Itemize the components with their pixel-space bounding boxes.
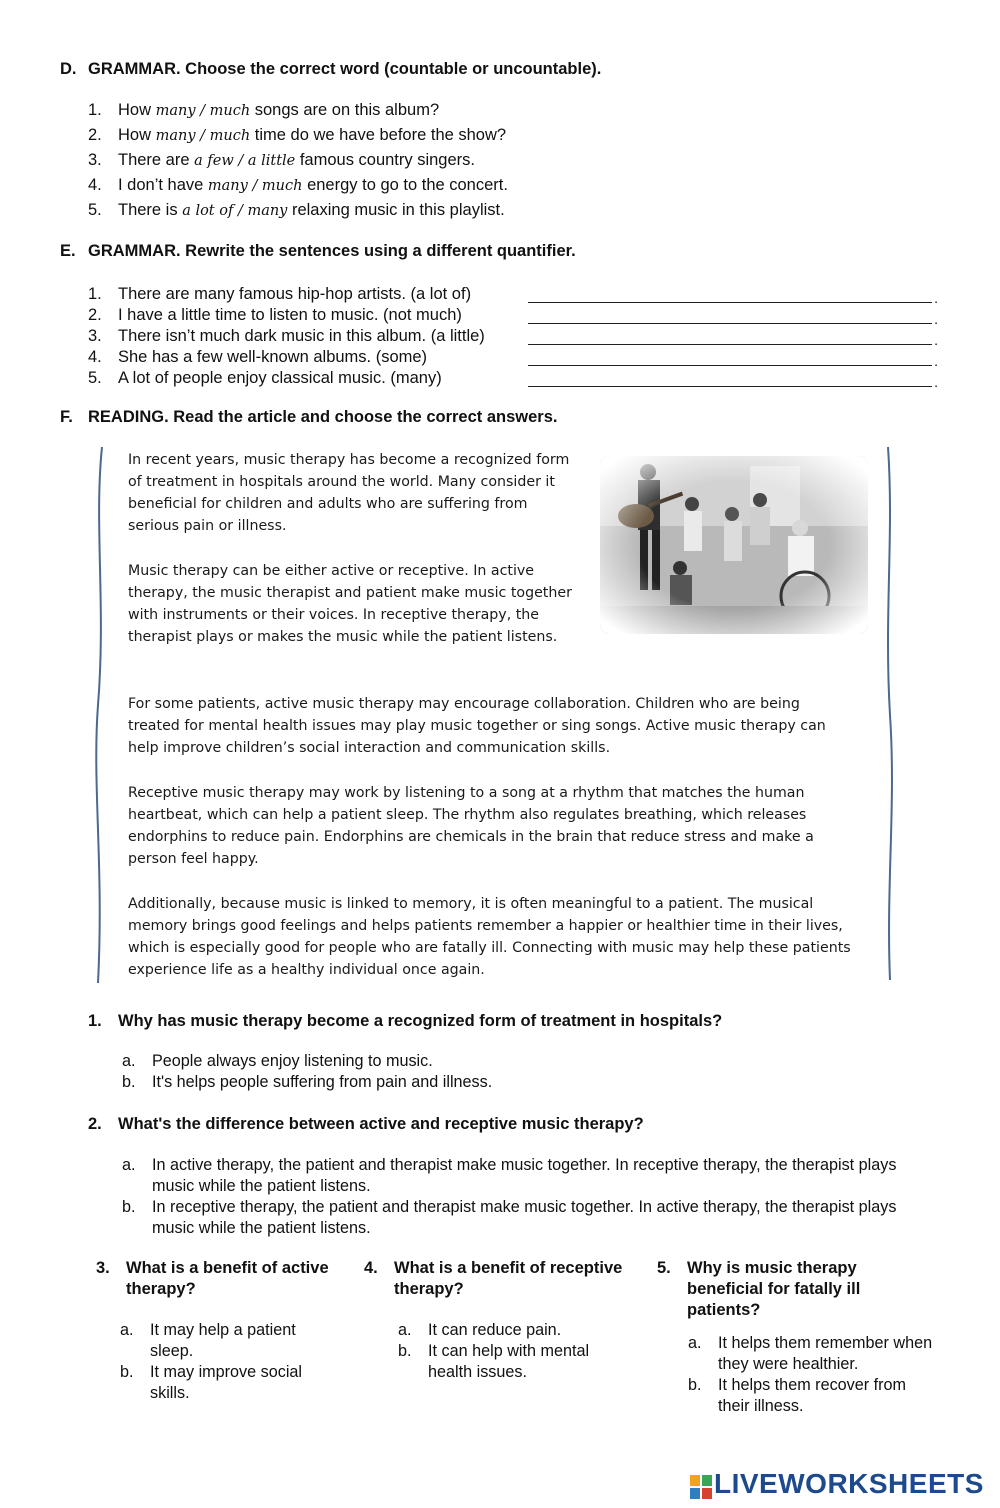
answer-option[interactable]: b. In receptive therapy, the patient and therapist make music together. In active therapy, the therapist plays music while the patient listens.	[122, 1198, 897, 1237]
word-choice[interactable]: many / much	[155, 103, 251, 119]
answer-option[interactable]: b. It can help with mental health issues.	[398, 1342, 590, 1381]
music-therapy-photo	[600, 456, 868, 634]
question-1: 1. Why has music therapy become a recognized form of treatment in hospitals?	[88, 1012, 723, 1030]
answer-option[interactable]: a. People always enjoy listening to music.	[122, 1052, 433, 1070]
question-5-options	[688, 1333, 933, 1417]
section-e-heading	[60, 242, 576, 261]
question-2-options	[122, 1155, 922, 1239]
article-paragraph: Receptive music therapy may work by listening to a song at a rhythm that matches the human heartbeat, which can help a patient sleep. The rhythm also regulates breathing, which releases endorphins to reduce pain. Endorphins are chemicals in the brain that reduce stress and make a person feel happy.	[128, 785, 814, 867]
question-4: 4. What is a benefit of receptive therapy?	[364, 1259, 623, 1298]
section-f-heading	[60, 408, 557, 427]
answer-line-4[interactable]: .	[528, 349, 932, 366]
article-paragraph: Additionally, because music is linked to memory, it is often meaningful to a patient. The musical memory brings good feelings and helps patients remember a happier or healthier time in their lives, which is especially good for people who are fatally ill. Connecting with music may help these patients experience life as a healthy individual once again.	[128, 896, 851, 978]
article-paragraph: For some patients, active music therapy may encourage collaboration. Children who are being treated for mental health issues may play music together or sing songs. Active music therapy can help improve children’s social interaction and communication skills.	[128, 696, 826, 756]
answer-option[interactable]: a. It may help a patient sleep.	[120, 1321, 296, 1360]
list-item: 4. She has a few well-known albums. (some)	[88, 348, 428, 366]
question-5: 5. Why is music therapy beneficial for fatally ill patients?	[657, 1259, 861, 1319]
word-choice[interactable]: a lot of / many	[182, 203, 288, 219]
answer-option[interactable]: a. It helps them remember when they were healthier.	[688, 1334, 933, 1373]
list-item: 5. There is a lot of / many relaxing music in this playlist.	[88, 201, 505, 219]
liveworksheets-logo: LIVEWORKSHEETS	[690, 1468, 984, 1500]
word-choice[interactable]: a few / a little	[194, 153, 296, 169]
question-4-options	[398, 1320, 628, 1383]
question-3-options	[120, 1320, 330, 1404]
list-item: 1. There are many famous hip-hop artists. (a lot of)	[88, 285, 472, 303]
answer-option[interactable]: a. In active therapy, the patient and therapist make music together. In receptive therapy, the therapist plays music while the patient listens.	[122, 1156, 897, 1195]
section-title: READING. Read the article and choose the correct answers.	[88, 408, 558, 426]
answer-option[interactable]: b. It's helps people suffering from pain and illness.	[122, 1073, 493, 1091]
list-item: 4. I don’t have many / much energy to go to the concert.	[88, 176, 508, 194]
section-d-list	[88, 99, 508, 222]
section-letter: D.	[60, 60, 77, 78]
question-1-options	[122, 1051, 922, 1093]
section-title: GRAMMAR. Rewrite the sentences using a different quantifier.	[88, 242, 576, 260]
list-item: 2. How many / much time do we have before the show?	[88, 126, 507, 144]
answer-line-2[interactable]: .	[528, 307, 932, 324]
word-choice[interactable]: many / much	[155, 128, 251, 144]
answer-option[interactable]: b. It may improve social skills.	[120, 1363, 303, 1402]
article-right-border	[880, 445, 900, 985]
answer-option[interactable]: a. It can reduce pain.	[398, 1321, 562, 1339]
article-paragraph: Music therapy can be either active or receptive. In active therapy, the music therapist and patient make music together with instruments or their voices. In receptive therapy, the therapist plays or makes the music while the patient listens.	[128, 563, 572, 645]
liveworksheets-logo-icon	[690, 1474, 712, 1498]
answer-line-3[interactable]: .	[528, 328, 932, 345]
section-d-heading	[60, 60, 601, 79]
word-choice[interactable]: many / much	[207, 178, 303, 194]
article-paragraph: In recent years, music therapy has become a recognized form of treatment in hospitals around the world. Many consider it beneficial for children and adults who are suffering from serious pain or illness.	[128, 452, 570, 534]
article-left-border	[90, 445, 110, 985]
answer-line-5[interactable]: .	[528, 370, 932, 387]
list-item: 3. There isn’t much dark music in this album. (a little)	[88, 327, 485, 345]
section-letter: E.	[60, 242, 76, 260]
section-letter: F.	[60, 408, 73, 426]
question-3: 3. What is a benefit of active therapy?	[96, 1259, 329, 1298]
list-item: 1. How many / much songs are on this album?	[88, 101, 440, 119]
section-title: GRAMMAR. Choose the correct word (countable or uncountable).	[88, 60, 602, 78]
list-item: 2. I have a little time to listen to music. (not much)	[88, 306, 462, 324]
list-item: 5. A lot of people enjoy classical music. (many)	[88, 369, 442, 387]
question-2: 2. What's the difference between active and receptive music therapy?	[88, 1115, 644, 1133]
answer-option[interactable]: b. It helps them recover from their illness.	[688, 1376, 907, 1415]
answer-line-1[interactable]: .	[528, 286, 932, 303]
list-item: 3. There are a few / a little famous country singers.	[88, 151, 475, 169]
